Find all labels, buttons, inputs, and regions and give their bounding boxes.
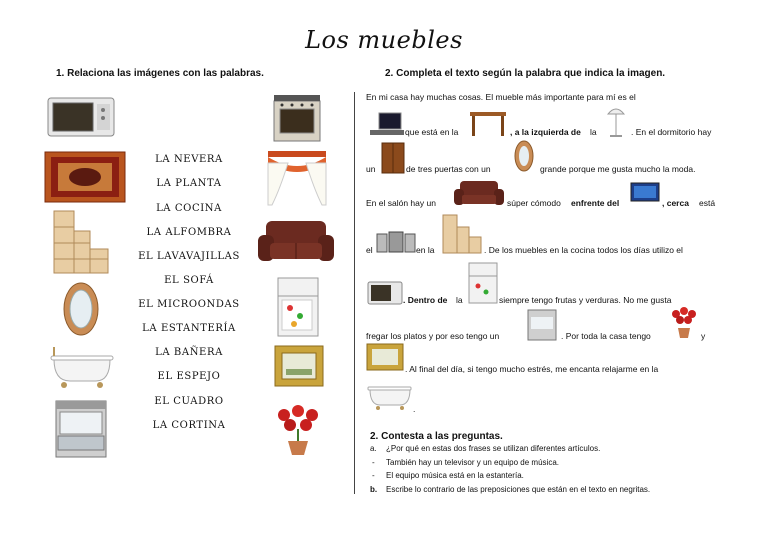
text-fragment: , a la izquierda de: [510, 127, 581, 137]
question-marker: a.: [370, 444, 377, 453]
word-item: LA PLANTA: [156, 178, 222, 189]
question-text: Escribe lo contrario de las preposiciones que están en el texto en negritas.: [386, 485, 651, 494]
fridge-small-image: [468, 262, 498, 304]
text-fragment: está: [699, 198, 716, 208]
text-fragment: el: [366, 245, 373, 255]
word-item: LA BAÑERA: [155, 347, 223, 358]
question-text: ¿Por qué en estas dos frases se utilizan diferentes artículos.: [386, 444, 601, 453]
column-divider: [354, 92, 355, 494]
microwave-small-image: [367, 281, 403, 305]
text-fragment: , cerca: [662, 198, 689, 208]
sofa-small-image: [453, 178, 505, 208]
computer-image: [369, 112, 405, 138]
question-marker: -: [372, 471, 375, 480]
text-fragment: en la: [416, 245, 435, 255]
plant-small-image: [668, 306, 698, 340]
text-fragment: súper cómodo: [507, 198, 561, 208]
word-item: LA CORTINA: [152, 420, 226, 431]
picture-frame-image: [274, 345, 324, 387]
curtain-image: [266, 149, 328, 207]
question-text: El equipo música está en la estantería.: [386, 471, 524, 480]
mirror-small-image: [513, 139, 535, 173]
television-image: [630, 182, 660, 204]
text-fragment: siempre tengo frutas y verduras. No me gusta: [499, 295, 672, 305]
rug-image: [44, 151, 126, 203]
question-text: También hay un televisor y un equipo de música.: [386, 458, 559, 467]
fridge-image: [276, 276, 320, 338]
dishwasher-small-image: [527, 309, 557, 341]
microwave-image: [47, 96, 115, 138]
mirror-image: [62, 281, 100, 337]
text-fragment: un: [366, 164, 376, 174]
picture-frame-small-image: [366, 343, 404, 371]
text-fragment: que está en la: [405, 127, 459, 137]
lamp-image: [604, 104, 630, 138]
sofa-image: [256, 215, 336, 267]
text-fragment: fregar los platos y por eso tengo un: [366, 331, 500, 341]
page-title: Los muebles: [305, 26, 463, 54]
word-item: EL CUADRO: [154, 396, 224, 407]
shelf-small-image: [441, 213, 483, 255]
bathtub-image: [48, 343, 114, 391]
text-fragment: En el salón hay un: [366, 198, 436, 208]
wardrobe-image: [380, 141, 406, 175]
text-fragment: y: [701, 331, 706, 341]
text-fragment: la: [590, 127, 597, 137]
word-item: EL ESPEJO: [157, 371, 221, 382]
section1-heading: 1. Relaciona las imágenes con las palabras.: [56, 68, 264, 79]
text-line: En mi casa hay muchas cosas. El mueble más importante para mí es el: [366, 92, 636, 102]
text-fragment: de tres puertas con un: [406, 164, 491, 174]
section3-heading: 2. Contesta a las preguntas.: [370, 431, 503, 442]
plant-image: [272, 403, 324, 457]
word-item: EL LAVAVAJILLAS: [138, 251, 240, 262]
text-fragment: la: [456, 295, 463, 305]
dishwasher-image: [55, 400, 107, 458]
text-fragment: enfrente del: [571, 198, 620, 208]
text-fragment: . En el dormitorio hay: [631, 127, 712, 137]
text-fragment: . Al final del día, si tengo mucho estrés, me encanta relajarme en la: [405, 364, 659, 374]
shelf-image: [52, 209, 110, 275]
word-item: LA COCINA: [156, 203, 222, 214]
question-marker: -: [372, 458, 375, 467]
text-fragment: .: [413, 404, 416, 414]
text-fragment: . De los muebles en la cocina todos los días utilizo el: [484, 245, 683, 255]
word-item: LA NEVERA: [155, 154, 223, 165]
table-image: [468, 108, 508, 138]
section2-heading: 2. Completa el texto según la palabra que indica la imagen.: [385, 68, 666, 79]
word-item: EL MICROONDAS: [138, 299, 240, 310]
word-item: EL SOFÁ: [164, 275, 214, 286]
question-marker: b.: [370, 485, 378, 494]
word-item: LA ESTANTERÍA: [142, 323, 236, 334]
text-fragment: grande porque me gusta mucho la moda.: [540, 164, 696, 174]
bathtub-small-image: [366, 379, 412, 411]
stereo-image: [376, 228, 416, 254]
text-fragment: . Dentro de: [403, 295, 448, 305]
stove-image: [272, 91, 322, 143]
word-item: LA ALFOMBRA: [146, 227, 232, 238]
text-fragment: . Por toda la casa tengo: [561, 331, 651, 341]
